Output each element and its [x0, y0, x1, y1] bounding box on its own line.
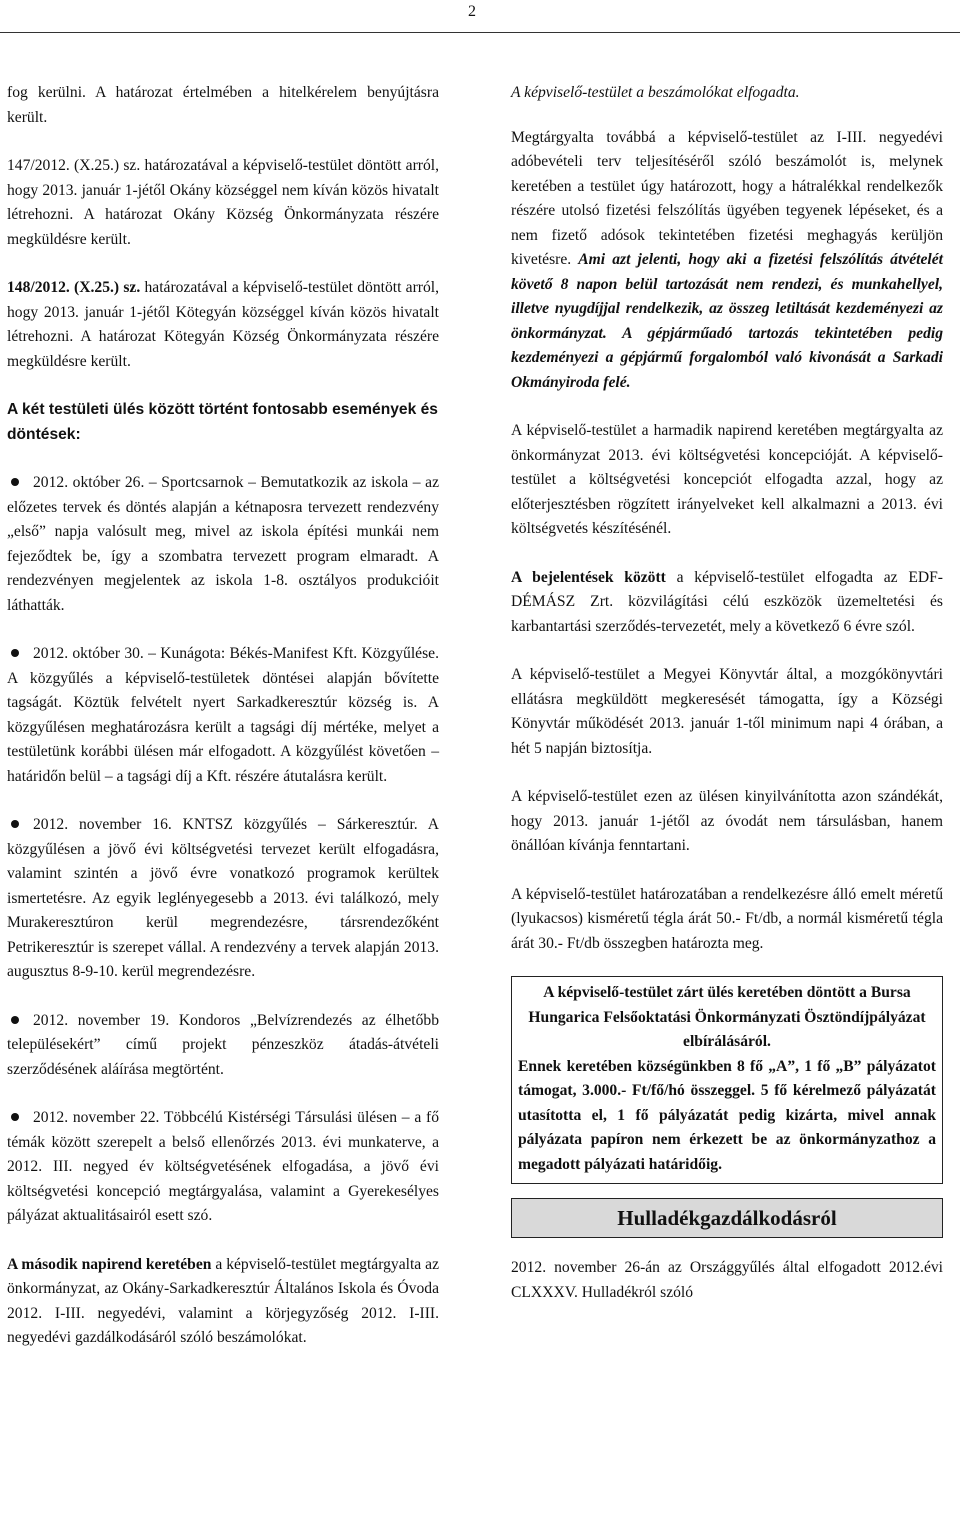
paragraph-resolution-148 — [7, 276, 439, 374]
paragraph-tax-revenue — [511, 126, 943, 396]
second-agenda-text: a képviselő-testület megtárgyalta az önkormányzat, az Okány-Sarkadkeresztúr Általános Iskola és Óvoda 2012. I-III. negyedévi, valamint a körjegyzőség 2012. I-III. negyedévi gazdálkodásáról szóló beszámolókat. — [7, 1255, 439, 1346]
scholarship-box-title: A képviselő-testület zárt ülés keretében döntött a Bursa Hungarica Felsőoktatási Önkormányzati Ösztöndíjpályázat elbírálásáról. — [528, 984, 926, 1050]
scholarship-box — [511, 976, 943, 1184]
section-title-waste: Hulladékgazdálkodásról — [511, 1198, 943, 1238]
paragraph-second-agenda — [7, 1253, 439, 1351]
event-text: 2012. november 16. KNTSZ közgyűlés – Sárkeresztúr. A közgyűlésen a jövő évi költségvetési tervezet került elfogadásra, valamint szintén a jövő évre vonatkozó programok kerültek ismertetésre. Az egyik leglényegesebb a 2013. évi találkozó, mely Murakeresztúron kerül megrendezésre, társrendezőként Petrikeresztúr is szerepet vállal. A rendezvény a tervek alapján 2013. augusztus 8-9-10. kerül megrendezésre. — [7, 816, 439, 980]
paragraph-brick-price: A képviselő-testület határozatában a rendelkezésre álló emelt méretű (lyukacsos) kisméretű tégla árát 50.- Ft/db, a normál kisméretű tégla árát 30.- Ft/db összegben határozta meg. — [511, 885, 943, 952]
event-text: 2012. október 30. – Kunágota: Békés-Manifest Kft. Közgyűlése. A közgyűlés a képviselő-testületek döntései alapján bővítette tagságát. Köztük felvételt nyert Sarkadkeresztúr község is. A közgyűlésen meghatározásra került a tagsági díj mértéke, melyet a testületünk korábbi ülésen már elfogadott. A közgyűlést követően – határidőn belül – a tagsági díj a Kft. részére átutalásra került. — [7, 645, 439, 785]
resolution-148-text: határozatával a képviselő-testület döntött arról, hogy 2013. január 1-jétől Kötegyán községgel kíván közös hivatalt létrehozni. A határozat Kötegyán Község Önkormányzata részére megküldésre került. — [7, 279, 439, 370]
page-number: 2 — [468, 3, 476, 20]
header-rule — [0, 32, 960, 33]
second-agenda-lead: A második napirend keretében — [7, 1255, 212, 1273]
bullet-icon — [11, 1113, 19, 1121]
left-column — [7, 81, 439, 1351]
bullet-icon — [11, 820, 19, 828]
paragraph-reports-accepted: A képviselő-testület a beszámolókat elfogadta. — [511, 84, 800, 101]
resolution-148-number: 148/2012. (X.25.) sz. — [7, 279, 141, 296]
announcements-text: a képviselő-testület elfogadta az EDF-DÉMÁSZ Zrt. közvilágítási célú eszközök üzemeltetési és karbantartási szerződés-tervezetét, mely a következő 6 évre szól. — [511, 568, 943, 635]
tax-revenue-emphasis: Ami azt jelenti, hogy aki a fizetési felszólítás átvételét követő 8 napon belül tartozását nem rendezi, és munkahellyel, illetve nyugdíjjal rendelkezik, az összeg letiltását kezdeményezi az önkormányzat. A gépjárműadó tartozás tekintetében pedig kezdeményezi a gépjármű forgalomból való kivonását a Sarkadi Okmányiroda felé. — [511, 251, 943, 391]
paragraph-waste-law: 2012. november 26-án az Országgyűlés által elfogadott 2012.évi CLXXXV. Hulladékról szóló — [511, 1259, 943, 1301]
bullet-icon — [11, 478, 19, 486]
event-item — [7, 813, 439, 985]
paragraph-loan: fog kerülni. A határozat értelmében a hitelkérelem benyújtásra került. — [7, 84, 439, 126]
events-heading: A két testületi ülés között történt fontosabb események és döntések: — [7, 401, 438, 443]
scholarship-box-body: Ennek keretében községünkben 8 fő „A”, 1 fő „B” pályázatot támogat, 3.000.- Ft/fő/hó összeggel. 5 fő kérelmező pályázatát utasította el, 1 fő pályázatát pedig kizárta, mivel annak pályázata papíron nem érkezett be az önkormányzathoz a megadott pályázati határidőig. — [518, 1057, 936, 1173]
event-text: 2012. november 22. Többcélú Kistérségi Társulási ülésen – a fő témák között szerepelt a belső ellenőrzés 2013. évi munkaterve, a 2012. III. negyed év költségvetésének elfogadása, a jövő évi költségvetési koncepció megtárgyalása, valamint a Gyerekesélyes pályázat aktualitásairól esett szó. — [7, 1109, 439, 1224]
paragraph-announcements — [511, 566, 943, 640]
paragraph-library: A képviselő-testület a Megyei Könyvtár által, a mozgókönyvtári ellátásra megküldött megkeresését támogatta, így a Községi Könyvtár működését 2013. január 1-től minimum napi 4 órában, a hét 5 napján biztosítja. — [511, 666, 943, 757]
event-text: 2012. október 26. – Sportcsarnok – Bemutatkozik az iskola – az előzetes tervek és döntés alapján a kétnaposra tervezett rendezvény „első” napja valósult meg, mivel az iskola építési munkái nem fejeződtek be, így a szombatra tervezett program elmaradt. A rendezvényen megjelentek az iskola 1-8. osztályos produkcióit láthatták. — [7, 474, 439, 614]
paragraph-resolution-147: 147/2012. (X.25.) sz. határozatával a képviselő-testület döntött arról, hogy 2013. január 1-jétől Okány községgel nem kíván közös hivatalt létrehozni. A határozat Okány Község Önkormányzata részére megküldésre került. — [7, 157, 439, 248]
event-item — [7, 642, 439, 789]
bullet-icon — [11, 649, 19, 657]
tax-revenue-text: Megtárgyalta továbbá a képviselő-testület az I-III. negyedévi adóbevételi terv teljesítéséről szóló beszámolót is, melynek keretében a testület úgy határozott, hogy a hátralékkal rendelkezők részére utolsó fizetési felszólítás ügyében tegyenek lépéseket, és a nem fizető adósok tekintetében fizetési meghagyás kerüljön kivetésre. — [511, 128, 943, 268]
paragraph-budget-concept: A képviselő-testület a harmadik napirend keretében megtárgyalta az önkormányzat 2013. évi költségvetési koncepcióját. A képviselő-testület a költségvetési koncepciót elfogadta azzal, hogy az előterjesztésben rögzített irányelveket kell alkalmazni a 2013. évi költségvetés készítésénél. — [511, 422, 943, 537]
event-text: 2012. november 19. Kondoros „Belvízrendezés az élhetőbb településekért” című projekt pénzeszköz átadás-átvételi szerződésének aláírása megtörtént. — [7, 1011, 439, 1078]
right-column — [511, 81, 943, 1305]
event-item — [7, 1106, 439, 1229]
event-item — [7, 471, 439, 618]
paragraph-kindergarten: A képviselő-testület ezen az ülésen kinyilvánította azon szándékát, hogy 2013. január 1-jétől az óvodát nem társulásban, hanem önállóan kívánja fenntartani. — [511, 788, 943, 854]
announcements-lead: A bejelentések között — [511, 568, 666, 586]
event-item — [7, 1009, 439, 1083]
bullet-icon — [11, 1016, 19, 1024]
